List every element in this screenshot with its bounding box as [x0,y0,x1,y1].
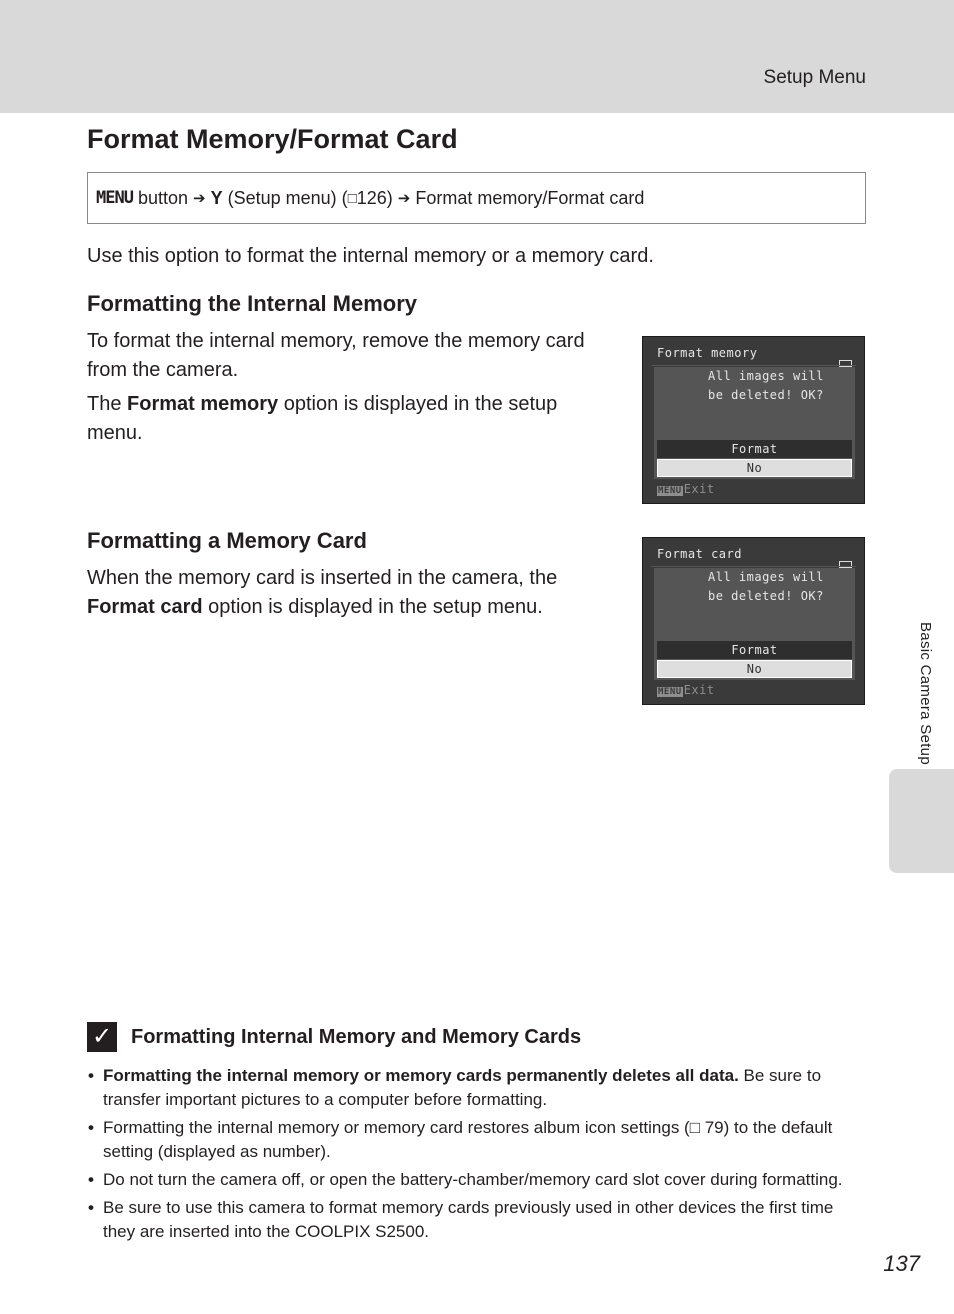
memory-card-para: When the memory card is inserted in the camera, the Format card option is displayed in the setup menu. [87,567,558,618]
list-item: • Do not turn the camera off, or open the battery-chamber/memory card slot cover during formatting. [87,1168,867,1192]
confirm-dialog [654,568,855,680]
arrow-right-icon: ➔ [397,190,411,207]
list-item: • Formatting the internal memory or memory cards permanently deletes all data. Be sure to transfer important pictures to a computer before formatting. [87,1064,867,1112]
note-title: Formatting Internal Memory and Memory Cards [131,1025,582,1048]
divider [651,365,856,366]
camera-screen-format-card [642,537,865,705]
menu-badge-icon: MENU [658,687,682,697]
format-option: Format [657,440,852,458]
dialog-message: All images will be deleted! OK? [708,570,824,603]
button-word: button [137,187,189,208]
check-icon: ✓ [87,1022,117,1052]
list-item: • Be sure to use this camera to format memory cards previously used in other devices the first time they are inserted into the COOLPIX S2500. [87,1196,867,1244]
chapter-side-label: Basic Camera Setup [917,622,934,765]
internal-memory-para-2: The Format memory option is displayed in the setup menu. [87,393,558,444]
note-header [87,1022,581,1052]
camera-screen-format-memory [642,336,865,504]
list-item: • Formatting the internal memory or memory card restores album icon settings (□ 79) to the default setting (displayed as number). [87,1116,867,1164]
divider [651,566,856,567]
header-band [0,0,954,113]
book-icon: □ [689,1118,700,1137]
page-title: Format Memory/Format Card [87,124,458,154]
screen-title: Format card [657,547,742,561]
screen-footer: MENU Exit [658,683,715,697]
menu-button-icon: MENU [96,188,133,208]
menu-badge-icon: MENU [658,486,682,496]
screen-footer: MENU Exit [658,482,715,496]
chapter-thumb-tab [889,769,954,873]
menu-path-box [87,172,866,224]
no-option: No [657,459,852,477]
page-number: 137 [883,1251,920,1276]
no-option: No [657,660,852,678]
page-reference: 126) [356,187,393,208]
arrow-right-icon: ➔ [193,190,206,207]
note-bullet-list [87,1064,867,1248]
screen-title: Format memory [657,346,758,360]
internal-memory-para-1: To format the internal memory, remove the memory card from the camera. [87,330,585,381]
intro-text: Use this option to format the internal memory or a memory card. [87,245,654,267]
section-heading-internal-memory: Formatting the Internal Memory [87,291,418,316]
target-option-label: Format memory/Format card [415,187,645,208]
setup-menu-label: (Setup menu) ( [227,187,348,208]
section-label: Setup Menu [763,67,866,88]
wrench-icon: Y [210,187,223,208]
dialog-message: All images will be deleted! OK? [708,369,824,402]
confirm-dialog [654,367,855,479]
section-heading-memory-card: Formatting a Memory Card [87,528,367,553]
book-icon: □ [347,189,357,207]
format-option: Format [657,641,852,659]
